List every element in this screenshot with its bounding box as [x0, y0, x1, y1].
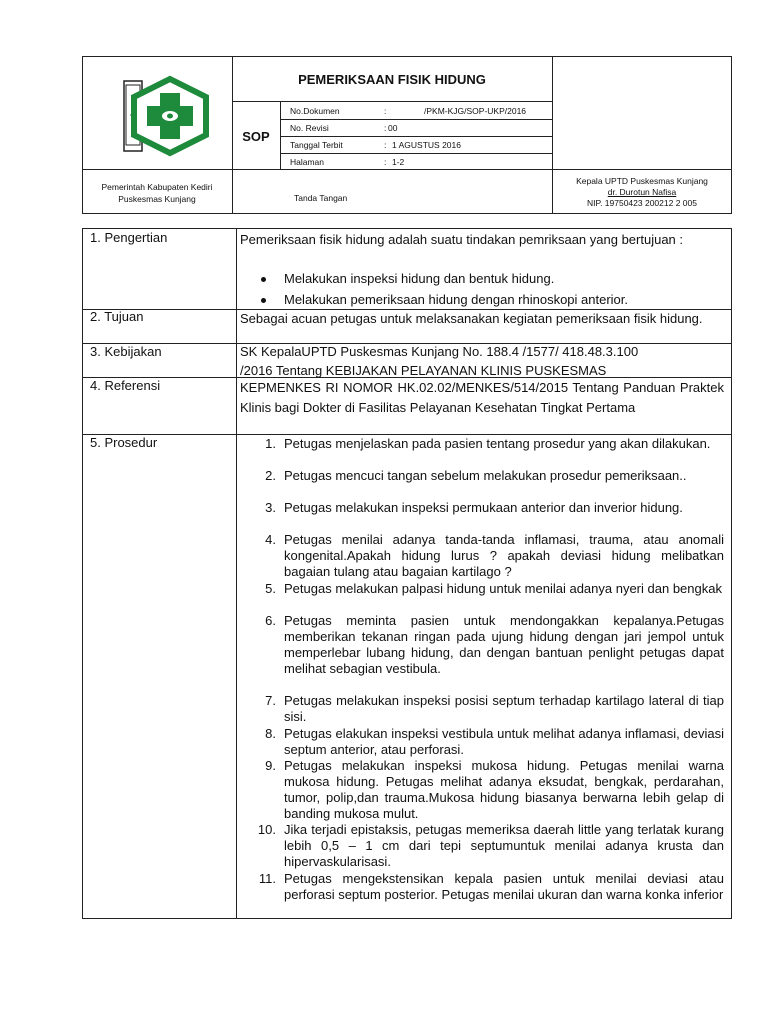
- head-nip: NIP. 19750423 200212 2 005: [587, 198, 697, 208]
- step-number: 3.: [265, 500, 276, 515]
- label-kebijakan: 3. Kebijakan: [90, 344, 162, 359]
- meta-value: /PKM-KJG/SOP-UKP/2016: [424, 106, 527, 116]
- step-number: 7.: [265, 693, 276, 708]
- text-referensi: KEPMENKES RI NOMOR HK.02.02/MENKES/514/2015 Tentang Panduan Praktek Klinis bagi Dokter di Fasilitas Pelayanan Kesehatan Tingkat Pertama: [240, 380, 724, 415]
- text-tujuan: Sebagai acuan petugas untuk melaksanakan kegiatan pemeriksaan fisik hidung.: [240, 311, 703, 326]
- meta-sep: :: [384, 140, 387, 150]
- step-text: Petugas mencuci tangan sebelum melakukan prosedur pemeriksaan..: [284, 468, 687, 483]
- meta-label: No. Revisi: [290, 123, 329, 133]
- step-number: 5.: [265, 581, 276, 596]
- step-text: Petugas elakukan inspeksi vestibula untuk melihat adanya inflamasi, deviasi septum anterior, atau perforasi.: [284, 726, 724, 757]
- step-number: 10.: [257, 822, 276, 837]
- meta-label: Tanggal Terbit: [290, 140, 343, 150]
- org-name: [82, 181, 232, 205]
- puskesmas-cross-logo-icon: [112, 75, 216, 157]
- meta-label: No.Dokumen: [290, 106, 340, 116]
- meta-label: Halaman: [290, 157, 325, 167]
- meta-value: 1-2: [392, 157, 405, 167]
- step-number: 2.: [265, 468, 276, 483]
- step-text: Petugas melakukan palpasi hidung untuk menilai adanya nyeri dan bengkak: [284, 581, 722, 596]
- step-number: 8.: [265, 726, 276, 741]
- step-text: Petugas melakukan inspeksi permukaan anterior dan inverior hidung.: [284, 500, 683, 515]
- step-number: 11.: [258, 871, 276, 886]
- meta-value: 00: [388, 123, 398, 133]
- step-number: 6.: [265, 613, 276, 628]
- pengertian-bullet-2: Melakukan pemeriksaan hidung dengan rhinoskopi anterior.: [284, 292, 628, 307]
- meta-sep: :: [384, 106, 387, 116]
- page-title: PEMERIKSAAN FISIK HIDUNG: [298, 72, 486, 87]
- step-text: Jika terjadi epistaksis, petugas memeriksa daerah little yang terlatak kurang lebih 0,5 – 1 cm dari tepi septumuntuk menilai adanya krusta dan hipervaskularisasi.: [284, 822, 724, 869]
- step-number: 4.: [265, 532, 276, 547]
- step-text: Petugas melakukan inspeksi mukosa hidung. Petugas menilai warna mukosa hidung. Petugas melihat adanya eksudat, bengkak, perdarahan, tumor, polip,dan trauma.Mukosa hidung biasanya berwarna lebih gelap di banding mukosa mulut.: [284, 758, 724, 821]
- org-line-1: Pemerintah Kabupaten Kediri: [101, 182, 213, 192]
- text-kebijakan-line-1: SK KepalaUPTD Puskesmas Kunjang No. 188.4 /1577/ 418.48.3.100: [240, 344, 639, 359]
- step-number: 9.: [265, 758, 276, 773]
- pengertian-bullet-1: Melakukan inspeksi hidung dan bentuk hidung.: [284, 271, 555, 286]
- step-text: Petugas menjelaskan pada pasien tentang prosedur yang akan dilakukan.: [284, 436, 711, 451]
- bullet-icon: [261, 298, 266, 303]
- label-referensi: 4. Referensi: [90, 378, 161, 393]
- step-text: Petugas melakukan inspeksi posisi septum terhadap kartilago lateral di tiap sisi.: [284, 693, 724, 724]
- head-of-office: [552, 176, 732, 209]
- bullet-icon: [261, 277, 266, 282]
- step-text: Petugas mengekstensikan kepala pasien untuk menilai deviasi atau perforasi septum posterior. Petugas menilai ukuran dan warna konka inferior: [284, 871, 724, 902]
- sop-label: SOP: [242, 129, 270, 144]
- step-text: Petugas meminta pasien untuk mendongakkan kepalanya.Petugas memberikan tekanan ringan pada ujung hidung dengan jari jempol untuk memperlebar lubang hidung, dan dengan bantuan penlight petugas dapat melihat sebagian vestibula.: [284, 613, 724, 676]
- meta-sep: :: [384, 123, 387, 133]
- org-line-2: Puskesmas Kunjang: [118, 194, 196, 204]
- step-number: 1.: [265, 436, 276, 451]
- head-name: dr. Durotun Nafisa: [607, 187, 677, 197]
- text-kebijakan-line-2: /2016 Tentang KEBIJAKAN PELAYANAN KLINIS PUSKESMAS: [240, 363, 607, 378]
- text-pengertian: Pemeriksaan fisik hidung adalah suatu tindakan pemriksaan yang bertujuan :: [240, 232, 683, 247]
- head-title: Kepala UPTD Puskesmas Kunjang: [576, 176, 708, 186]
- label-tujuan: 2. Tujuan: [90, 309, 144, 324]
- meta-sep: :: [384, 157, 387, 167]
- label-pengertian: 1. Pengertian: [90, 230, 168, 245]
- signature-label: Tanda Tangan: [294, 193, 348, 203]
- label-prosedur: 5. Prosedur: [90, 435, 158, 450]
- step-text: Petugas menilai adanya tanda-tanda inflamasi, trauma, atau anomali kongenital.Apakah hidung lurus ? apakah deviasi hidung melibatkan bagaian tulang atau bagaian kartilago ?: [284, 532, 724, 579]
- meta-value: 1 AGUSTUS 2016: [392, 140, 461, 150]
